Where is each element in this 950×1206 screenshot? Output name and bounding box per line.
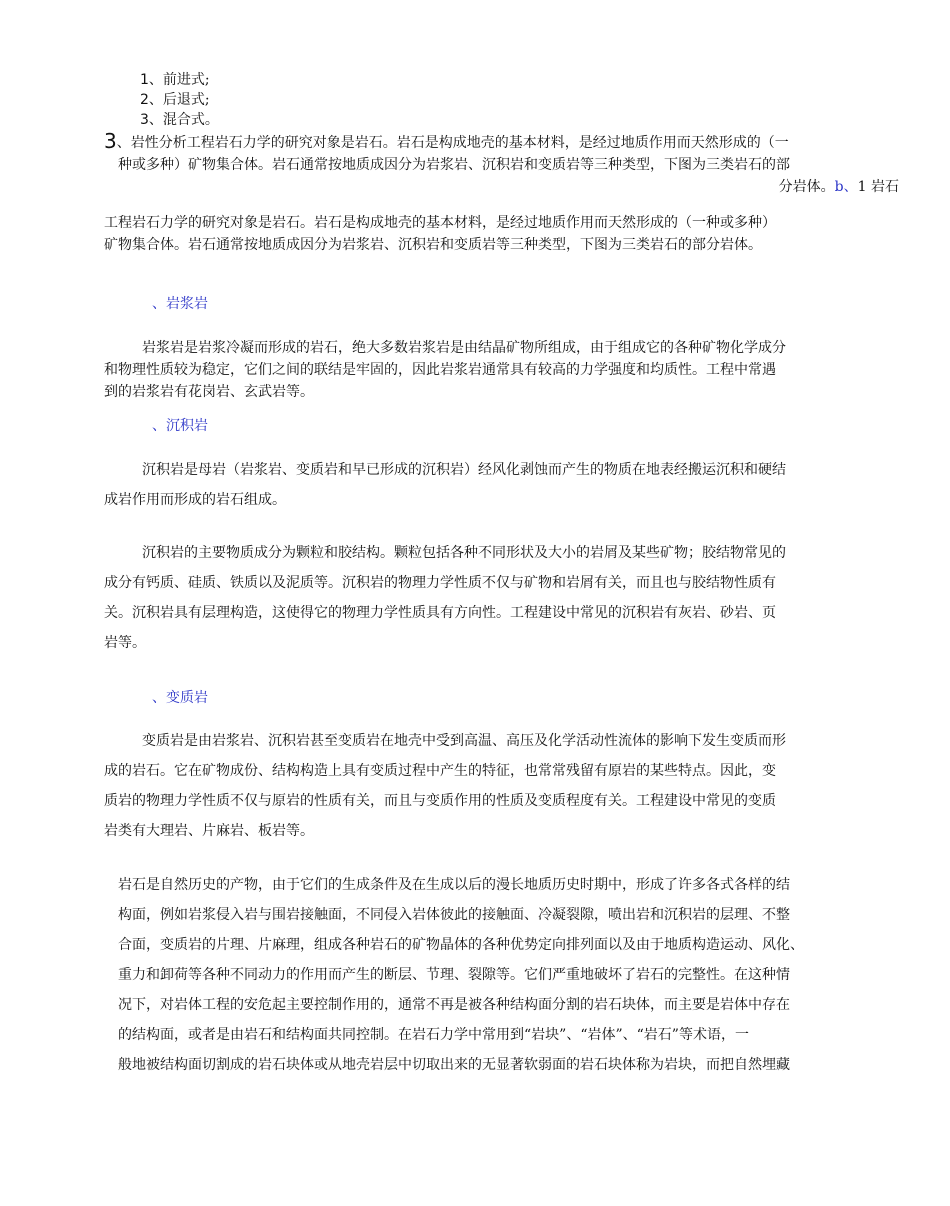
paragraph-line: 成岩作用而形成的岩石组成。 — [104, 492, 286, 508]
paragraph-line: 况下，对岩体工程的安危起主要控制作用的，通常不再是被各种结构面分割的岩石块体，而主要是岩体中存在 — [118, 997, 790, 1013]
paragraph-line: 岩石是自然历史的产物，由于它们的生成条件及在生成以后的漫长地质历史时期中，形成了许多各式各样的结 — [118, 877, 790, 893]
paragraph-line: 矿物集合体。岩石通常按地质成因分为岩浆岩、沉积岩和变质岩等三种类型，下图为三类岩石的部分岩体。 — [104, 237, 762, 253]
paragraph-line: 质岩的物理力学性质不仅与原岩的性质有关，而且与变质作用的性质及变质程度有关。工程建设中常见的变质 — [104, 793, 776, 809]
heading-sedimentary[interactable]: 、沉积岩 — [152, 418, 208, 434]
list-item — [140, 90, 219, 110]
list-number: 1 — [140, 72, 149, 88]
paragraph-line: 关。沉积岩具有层理构造，这使得它的物理力学性质具有方向性。工程建设中常见的沉积岩有灰岩、砂岩、页 — [104, 605, 776, 621]
section-line-3 — [104, 176, 899, 198]
paragraph-line: 岩类有大理岩、片麻岩、板岩等。 — [104, 823, 314, 839]
paragraph-line: 沉积岩的主要物质成分为颗粒和胶结构。颗粒包括各种不同形状及大小的岩屑及某些矿物；胶结物常见的 — [142, 545, 786, 561]
paragraph-line: 般地被结构面切割成的岩石块体或从地壳岩层中切取出来的无显著软弱面的岩石块体称为岩块，而把自然埋藏 — [118, 1057, 790, 1073]
heading-magma[interactable]: 、岩浆岩 — [152, 296, 208, 312]
magma-paragraph — [104, 337, 902, 403]
paragraph-line: 工程岩石力学的研究对象是岩石。岩石是构成地壳的基本材料，是经过地质作用而天然形成的（一种或多种） — [104, 215, 776, 231]
sedimentary-paragraph-2 — [104, 538, 902, 658]
paragraph-line: 和物理性质较为稳定，它们之间的联结是牢固的，因此岩浆岩通常具有较高的力学强度和均质性。工程中常遇 — [104, 362, 776, 378]
metamorphic-paragraph — [104, 726, 902, 846]
section-number: 3 — [104, 129, 117, 153]
section-link-b[interactable]: b、 — [834, 179, 858, 195]
paragraph-line: 合面，变质岩的片理、片麻理，组成各种岩石的矿物晶体的各种优势定向排列面以及由于地质构造运动、风化、 — [118, 937, 804, 953]
sedimentary-paragraph-1 — [104, 455, 902, 515]
list-item — [140, 70, 219, 90]
list-text: 、混合式。 — [148, 112, 219, 128]
paragraph-line: 成分有钙质、硅质、铁质以及泥质等。沉积岩的物理力学性质不仅与矿物和岩屑有关，而且也与胶结物性质有 — [104, 575, 776, 591]
section-3-heading — [104, 130, 899, 198]
list-text: 、后退式; — [148, 92, 210, 108]
section-line-2: 种或多种）矿物集合体。岩石通常按地质成因分为岩浆岩、沉积岩和变质岩等三种类型，下图为三类岩石的部 — [118, 157, 790, 173]
list-number: 2 — [140, 92, 149, 108]
paragraph-line: 成的岩石。它在矿物成份、结构构造上具有变质过程中产生的特征，也常常残留有原岩的某些特点。因此，变 — [104, 763, 776, 779]
intro-paragraph — [104, 212, 902, 256]
paragraph-line: 的结构面，或者是由岩石和结构面共同控制。在岩石力学中常用到“岩块”、“岩体”、“岩石”等术语，一 — [118, 1027, 749, 1043]
section-line-3-tail: 1 岩石 — [857, 179, 899, 195]
list-number: 3 — [140, 112, 149, 128]
paragraph-line: 沉积岩是母岩（岩浆岩、变质岩和早已形成的沉积岩）经风化剥蚀而产生的物质在地表经搬运沉积和硬结 — [142, 462, 786, 478]
heading-metamorphic[interactable]: 、变质岩 — [152, 690, 208, 706]
section-line-3-text: 分岩体。 — [778, 179, 835, 195]
list-text: 、前进式; — [148, 72, 210, 88]
rockmass-paragraph — [118, 870, 908, 1080]
section-line-1: 、岩性分析工程岩石力学的研究对象是岩石。岩石是构成地壳的基本材料，是经过地质作用而天然形成的（一 — [116, 135, 789, 151]
paragraph-line: 重力和卸荷等各种不同动力的作用而产生的断层、节理、裂隙等。它们严重地破坏了岩石的完整性。在这种情 — [118, 967, 790, 983]
paragraph-line: 到的岩浆岩有花岗岩、玄武岩等。 — [104, 384, 314, 400]
paragraph-line: 岩等。 — [104, 635, 146, 651]
list-item — [140, 110, 219, 130]
method-list — [140, 70, 219, 130]
paragraph-line: 构面，例如岩浆侵入岩与围岩接触面，不同侵入岩体彼此的接触面、冷凝裂隙，喷出岩和沉积岩的层理、不整 — [118, 907, 790, 923]
paragraph-line: 岩浆岩是岩浆冷凝而形成的岩石，绝大多数岩浆岩是由结晶矿物所组成，由于组成它的各种矿物化学成分 — [142, 340, 786, 356]
paragraph-line: 变质岩是由岩浆岩、沉积岩甚至变质岩在地壳中受到高温、高压及化学活动性流体的影响下发生变质而形 — [142, 733, 786, 749]
